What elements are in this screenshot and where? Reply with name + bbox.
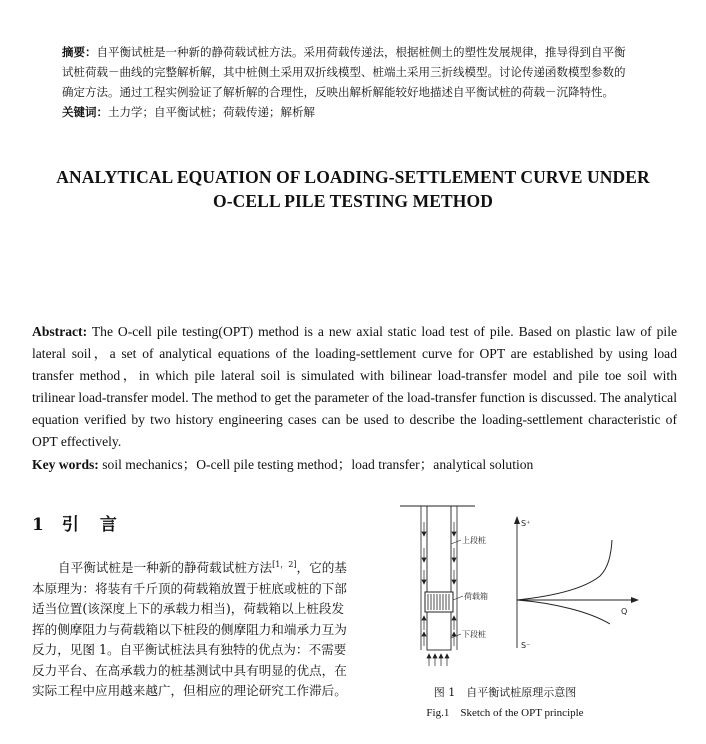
opt-sketch-figure [395, 500, 645, 680]
en-keywords-label: Key words: [32, 457, 99, 472]
lower-pile [427, 612, 451, 650]
s-axis-arrow [514, 516, 520, 524]
citation-ref: [1，2] [272, 560, 297, 569]
english-abstract [32, 321, 677, 453]
axis-s-minus: S⁻ [521, 641, 531, 650]
body-text-a: 自平衡试桩是一种新的静荷载试桩方法 [58, 560, 273, 576]
section-title: 引 言 [61, 515, 119, 535]
paper-title [20, 165, 686, 213]
body-text-b: ，它的基本原理为：将装有千斤顶的荷载箱放置于桩底或桩的下部适当位置(该深度上下的承载力相当)，荷载箱以上桩段发挥的侧摩阻力与荷载箱以下桩段的侧摩阻力和端承力互为反力，见图 1。自平衡试桩法具有独特的优点为：不需要反力平台、在高承载力的桩基测试中具有明显的优点，在实际工程中应用越来越广，但相应的理论研究工作滞后。 [32, 560, 347, 699]
en-keywords: soil mechanics；O-cell pile testing method；load transfer；analytical solution [102, 457, 534, 472]
cn-keywords-label: 关键词： [62, 105, 108, 119]
toe-resistance-arrows [427, 654, 449, 666]
title-line1: ANALYTICAL EQUATION OF LOADING-SETTLEMENT CURVE UNDER [56, 167, 650, 187]
figure-caption-cn: 图 1 自平衡试桩原理示意图 [433, 686, 577, 699]
axis-s-plus: S⁺ [521, 519, 531, 528]
chinese-abstract [62, 42, 650, 122]
leader-upper [451, 540, 461, 544]
lower-pile-curve [517, 600, 610, 624]
label-lower-pile: 下段桩 [462, 630, 486, 639]
cn-abstract-line3: 确定方法。通过工程实例验证了解析解的合理性，反映出解析解能较好地描述自平衡试桩的荷载－沉降特性。 [62, 85, 614, 99]
en-abstract-label: Abstract: [32, 324, 88, 339]
axis-q: Q [621, 607, 628, 616]
cn-abstract-line1: 自平衡试桩是一种新的静荷载试桩方法。采用荷载传递法，根据桩侧土的塑性发展规律，推导得到自平衡 [96, 45, 626, 59]
upper-pile [427, 506, 451, 592]
section-heading [32, 510, 119, 535]
label-load-cell: 荷载箱 [464, 592, 488, 601]
cn-abstract-line2: 试桩荷载－曲线的完整解析解，其中桩侧土采用双折线模型、桩端土采用三折线模型。讨论传递函数模型参数的 [62, 65, 626, 79]
label-upper-pile: 上段桩 [462, 536, 486, 545]
upper-pile-curve [517, 540, 612, 600]
english-keywords [32, 453, 533, 473]
q-axis-arrow [631, 597, 639, 603]
section-number: 1 [32, 515, 46, 535]
en-abstract-text: The O-cell pile testing(OPT) method is a new axial static load test of pile. Based on plastic law of pile lateral soil，a set of analytical equations of the loading-settlement curve for OPT are established by using load transfer method，in which pile lateral soil is simulated with bilinear load-transfer model and pile toe soil with trilinear load-transfer model. The method to get the parameter of the load-transfer function is discussed. The analytical equation verified by two history engineering cases can be used to describe the loading-settlement characteristic of OPT effectively. [32, 324, 678, 449]
body-paragraph [32, 555, 352, 702]
cn-keywords: 土力学；自平衡试桩；荷载传递；解析解 [108, 105, 315, 119]
figure-caption-en: Fig.1 Sketch of the OPT principle [426, 707, 584, 719]
leader-box [453, 596, 463, 600]
title-line2: O-CELL PILE TESTING METHOD [213, 191, 493, 211]
cn-abstract-label: 摘要： [62, 45, 97, 59]
